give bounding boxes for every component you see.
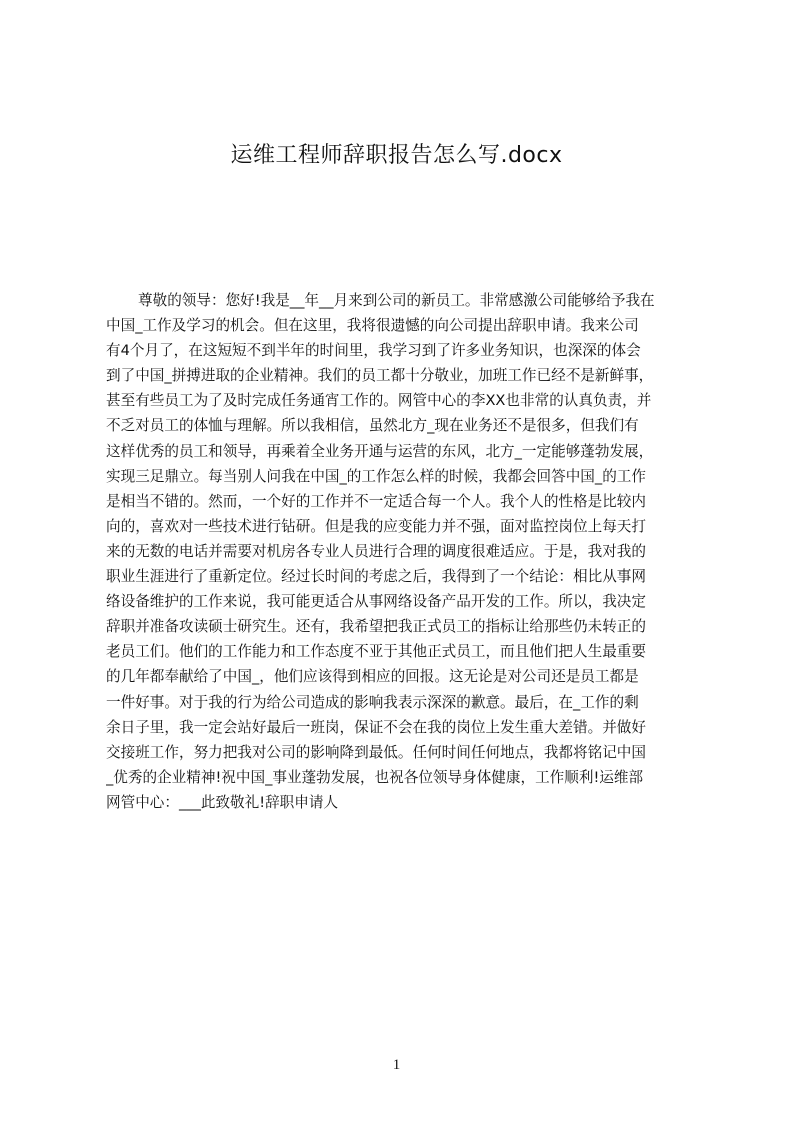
- body-line: 到了中国_拼搏进取的企业精神。我们的员工都十分敬业，加班工作已经不是新鲜事，: [106, 367, 654, 385]
- body-line: 向的，喜欢对一些技术进行钻研。但是我的应变能力并不强，面对监控岗位上每天打: [106, 517, 646, 535]
- body-line: 一件好事。对于我的行为给公司造成的影响我表示深深的歉意。最后，在_工作的剩: [106, 693, 639, 711]
- body-line: 余日子里，我一定会站好最后一班岗，保证不会在我的岗位上发生重大差错。并做好: [106, 718, 646, 736]
- body-line: 是相当不错的。然而，一个好的工作并不一定适合每一个人。我个人的性格是比较内: [106, 492, 646, 510]
- body-line: 络设备维护的工作来说，我可能更适合从事网络设备产品开发的工作。所以，我决定: [106, 593, 646, 611]
- body-line: 来的无数的电话并需要对机房各专业人员进行合理的调度很难适应。于是，我对我的: [106, 542, 646, 560]
- body-line: _优秀的企业精神!祝中国_事业蓬勃发展，也祝各位领导身体健康，工作顺利!运维部: [106, 768, 644, 786]
- body-line: 中国_工作及学习的机会。但在这里，我将很遗憾的向公司提出辞职申请。我来公司: [106, 317, 639, 335]
- body-line: 职业生涯进行了重新定位。经过长时间的考虑之后，我得到了一个结论：相比从事网: [106, 568, 646, 586]
- body-line: 尊敬的领导：您好!我是__年__月来到公司的新员工。非常感激公司能够给予我在: [138, 292, 655, 309]
- body-line: 实现三足鼎立。每当别人问我在中国_的工作怎么样的时候，我都会回答中国_的工作: [106, 467, 646, 485]
- body-line: 辞职并准备攻读硕士研究生。还有，我希望把我正式员工的指标让给那些仍未转正的: [106, 618, 646, 636]
- body-line: 老员工们。他们的工作能力和工作态度不亚于其他正式员工，而且他们把人生最重要: [106, 643, 646, 661]
- document-title: 运维工程师辞职报告怎么写.docx: [230, 143, 563, 168]
- body-line: 交接班工作，努力把我对公司的影响降到最低。任何时间任何地点，我都将铭记中国: [106, 743, 646, 761]
- body-line: 网管中心：___此致敬礼!辞职申请人: [106, 793, 339, 811]
- body-line: 的几年都奉献给了中国_，他们应该得到相应的回报。这无论是对公司还是员工都是: [106, 668, 639, 686]
- body-line: 这样优秀的员工和领导，再乘着全业务开通与运营的东风，北方_一定能够蓬勃发展，: [106, 442, 654, 460]
- body-line: 甚至有些员工为了及时完成任务通宵工作的。网管中心的李XX也非常的认真负责，并: [106, 392, 652, 410]
- body-line: 有4个月了，在这短短不到半年的时间里，我学习到了许多业务知识，也深深的体会: [106, 342, 641, 360]
- body-line: 不乏对员工的体恤与理解。所以我相信，虽然北方_现在业务还不是很多，但我们有: [106, 417, 639, 435]
- document-body: [106, 288, 698, 815]
- page-number: 1: [392, 1057, 401, 1073]
